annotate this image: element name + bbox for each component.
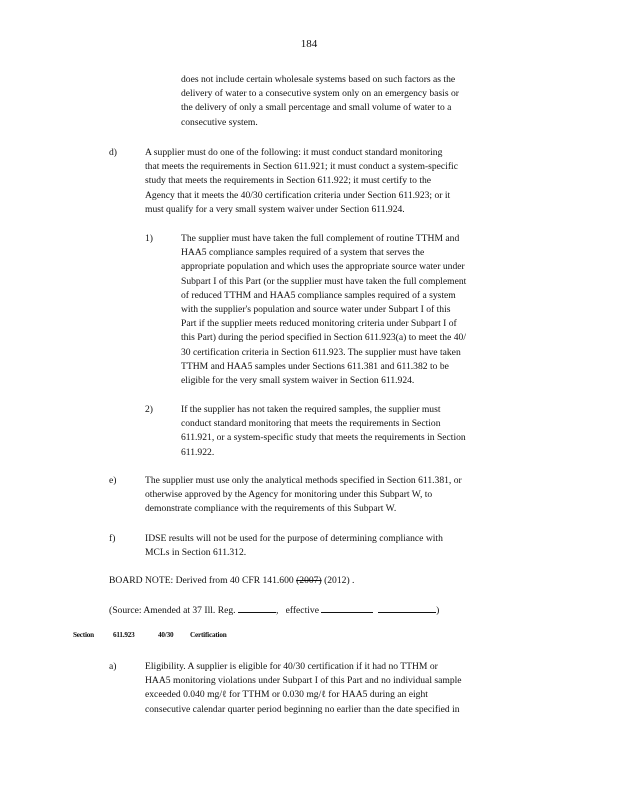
text-line: The supplier must use only the analytical methods specified in Section 611.381, or [145, 475, 462, 486]
text-line: this Part) during the period specified in Section 611.923(a) to meet the 40/ [181, 332, 466, 344]
text-line: with the supplier's population and source water under Subpart I of this [181, 304, 451, 316]
text-line: the delivery of only a small percentage and small volume of water to a [181, 102, 452, 114]
struck-text: (2007) [296, 575, 322, 586]
source-close: ) [436, 605, 440, 616]
item-label-a: a) [109, 661, 117, 672]
text-line: does not include certain wholesale systems based on such factors as the [181, 74, 456, 85]
source-comma: , [275, 605, 279, 616]
text-line: The supplier must have taken the full complement of routine TTHM and [181, 233, 460, 244]
paragraph-e [145, 474, 545, 517]
text-line: of reduced TTHM and HAA5 compliance samples required of a system [181, 289, 456, 301]
text-line: MCLs in Section 611.312. [145, 547, 247, 559]
text-line: Eligibility. A supplier is eligible for 40/30 certification if it had no TTHM or [145, 661, 438, 672]
text-line: exceeded 0.040 mg/ℓ for TTHM or 0.030 mg/ℓ for HAA5 during an eight [145, 689, 428, 701]
text-line: otherwise approved by the Agency for monitoring under this Subpart W, to [145, 489, 433, 501]
blank-line [238, 603, 276, 613]
text-line: eligible for the very small system waiver in Section 611.924. [181, 375, 415, 387]
text-line: must qualify for a very small system waiver under Section 611.924. [145, 203, 405, 215]
added-text: (2012) [324, 575, 350, 586]
text-line: 611.922. [181, 446, 215, 458]
text-line: If the supplier has not taken the required samples, the supplier must [181, 404, 441, 415]
text-line: consecutive system. [181, 116, 258, 128]
section-title-word: Certification [190, 631, 227, 639]
text-line: Subpart I of this Part (or the supplier must have taken the full complement [181, 275, 467, 287]
text-line: study that meets the requirements in Section 611.922; it must certify to the [145, 175, 432, 187]
text-line: HAA5 compliance samples required of a system that serves the [181, 247, 425, 259]
blank-line [378, 603, 436, 613]
paragraph-d1 [181, 232, 536, 388]
section-label: Section [73, 631, 94, 639]
board-note-text: BOARD NOTE: Derived from 40 CFR 141.600 [109, 575, 294, 586]
text-line: consecutive calendar quarter period beginning no earlier than the date specified in [145, 703, 460, 715]
paragraph-d2 [181, 403, 536, 460]
section-number: 611.923 [113, 631, 135, 639]
paragraph-f [145, 532, 520, 560]
text-line: that meets the requirements in Section 611.921; it must conduct a system-specific [145, 161, 458, 173]
paragraph-a [145, 660, 545, 717]
section-title: 40/30 [158, 631, 174, 639]
text-line: 30 certification criteria in Section 611.923. The supplier must have taken [181, 346, 461, 358]
text-line: delivery of water to a consecutive system only on an emergency basis or [181, 88, 459, 100]
source-note [109, 603, 439, 618]
text-line: 611.921, or a system-specific study that meets the requirements in Section [181, 432, 466, 444]
text-line: A supplier must do one of the following: it must conduct standard monitoring [145, 147, 443, 158]
item-label-e: e) [109, 475, 117, 486]
source-effective: effective [285, 605, 319, 616]
item-label-d2: 2) [145, 404, 153, 415]
source-text: (Source: Amended at 37 Ill. Reg. [109, 605, 236, 616]
continuation-paragraph [181, 73, 524, 130]
text-line: demonstrate compliance with the requirements of this Subpart W. [145, 503, 397, 515]
board-note-end: . [352, 575, 355, 586]
board-note [109, 574, 354, 588]
item-label-f: f) [109, 533, 116, 544]
text-line: HAA5 monitoring violations under Subpart I of this Part and no individual sample [145, 675, 462, 687]
item-label-d1: 1) [145, 233, 153, 244]
item-label-d: d) [109, 147, 117, 158]
text-line: TTHM and HAA5 samples under Sections 611.381 and 611.382 to be [181, 360, 449, 372]
text-line: appropriate population and which uses the appropriate source water under [181, 261, 465, 273]
blank-line [321, 603, 373, 613]
text-line: Agency that it meets the 40/30 certification criteria under Section 611.923; or it [145, 189, 451, 201]
text-line: IDSE results will not be used for the purpose of determining compliance with [145, 533, 443, 544]
paragraph-d [145, 146, 545, 217]
text-line: Part if the supplier meets reduced monitoring criteria under Subpart I of [181, 318, 457, 330]
text-line: conduct standard monitoring that meets the requirements in Section [181, 418, 441, 430]
page-number: 184 [300, 38, 318, 50]
